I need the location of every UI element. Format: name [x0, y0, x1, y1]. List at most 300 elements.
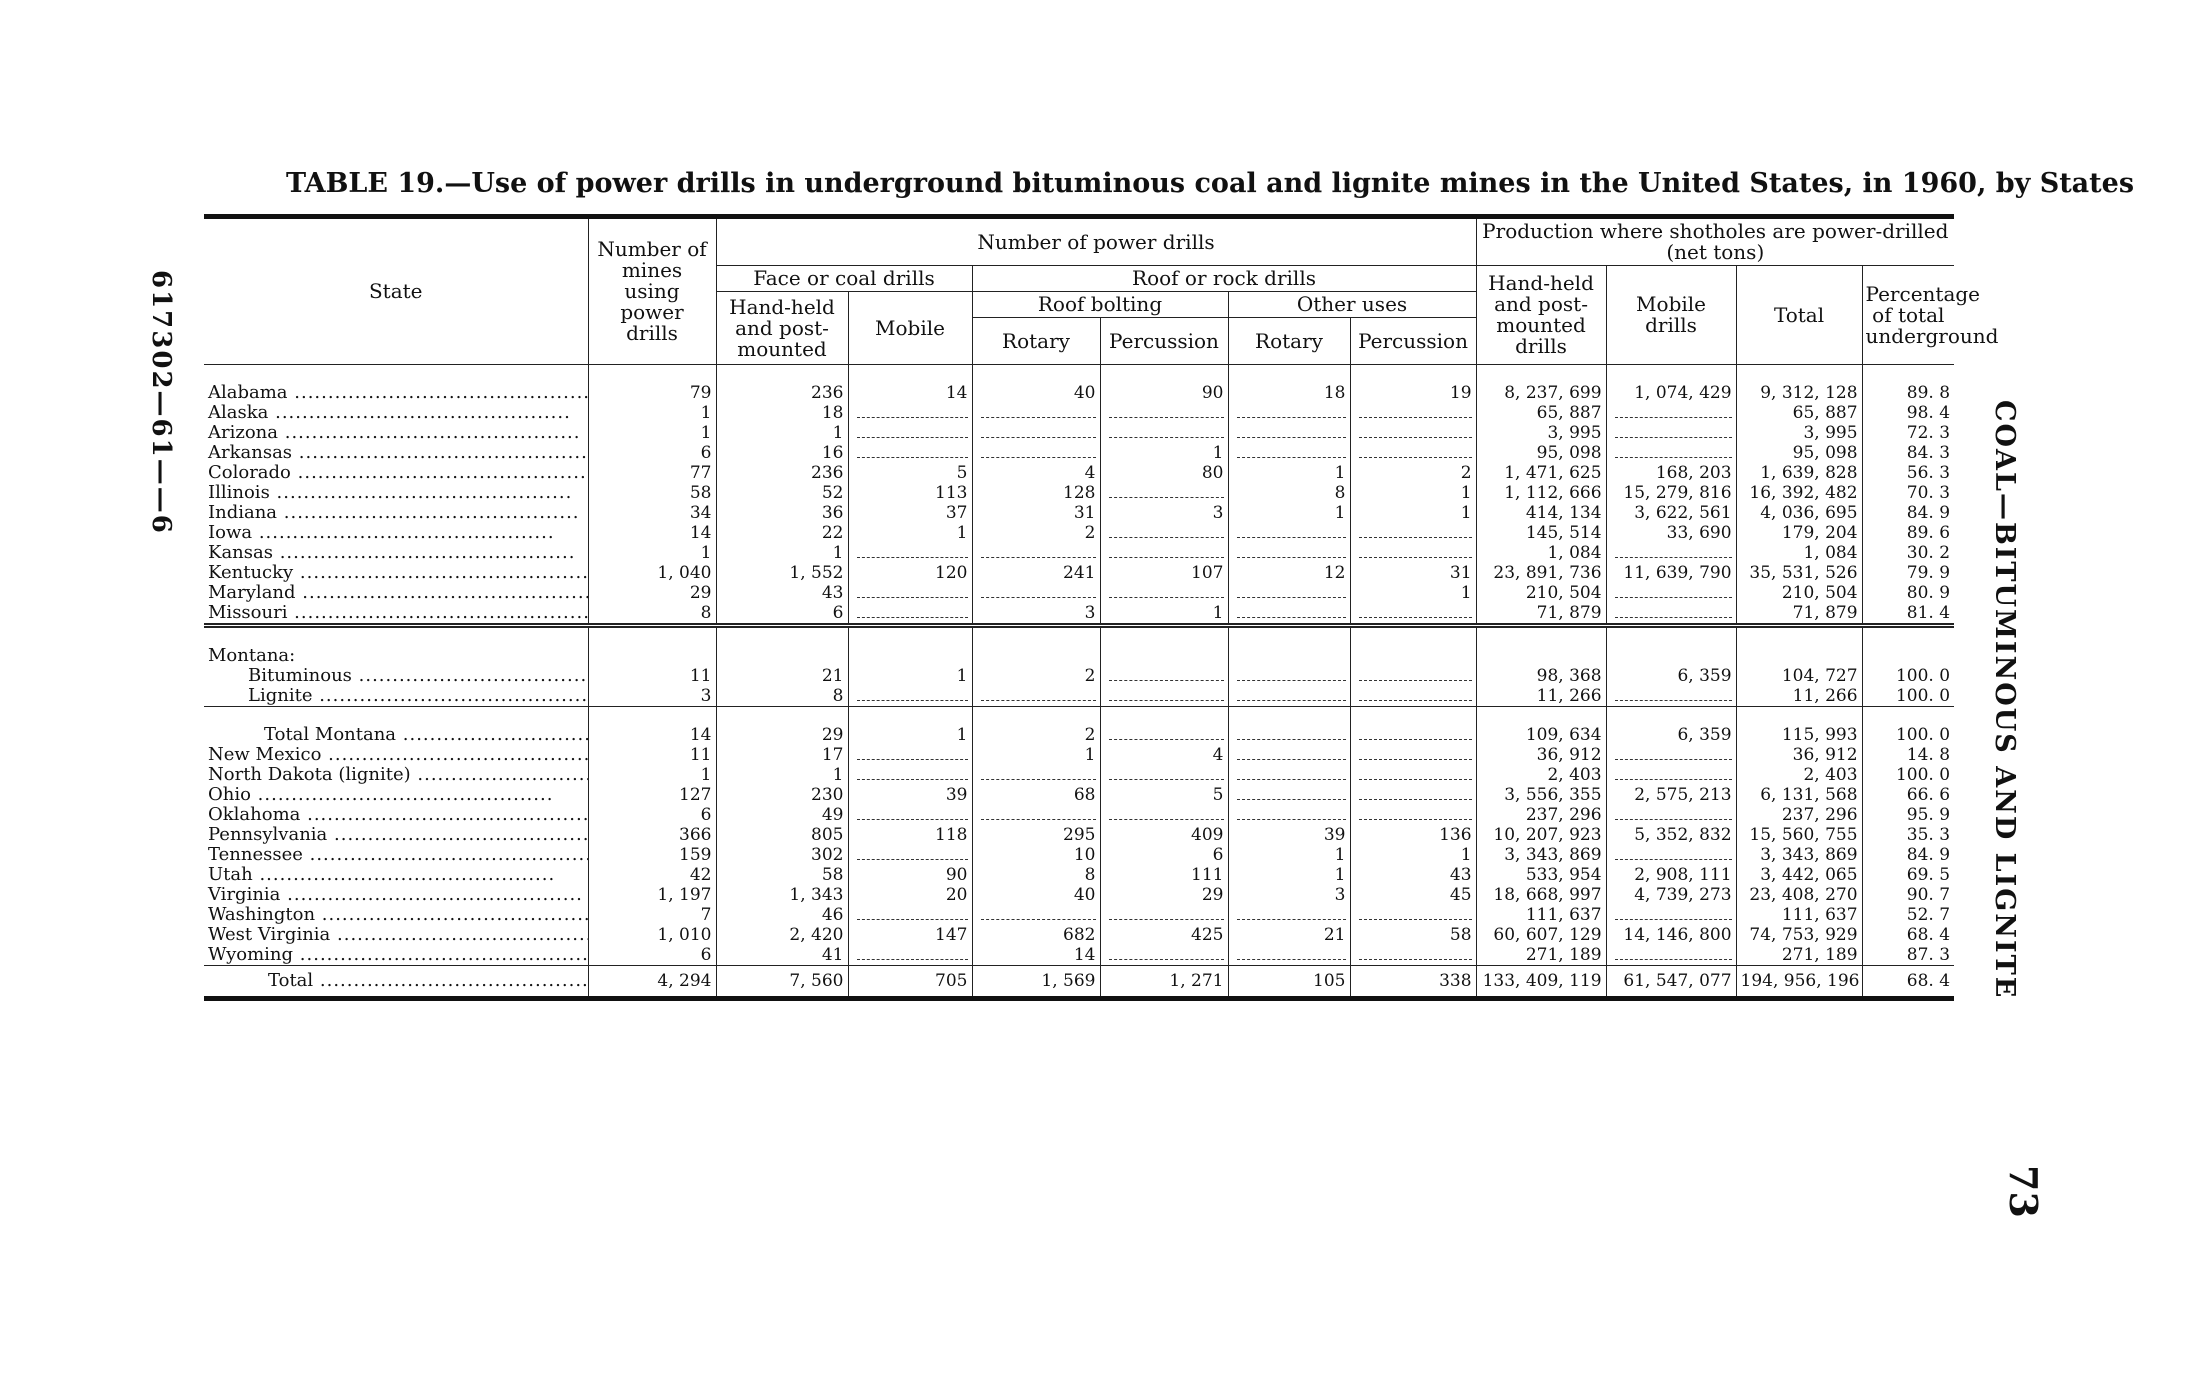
table-cell: 23, 408, 270 — [1736, 885, 1862, 905]
table-cell: 8 — [716, 686, 848, 707]
empty-cell-leader — [981, 425, 1095, 438]
table-cell: 16, 392, 482 — [1736, 483, 1862, 503]
empty-cell-leader — [1359, 545, 1471, 558]
table-cell: 705 — [848, 966, 972, 999]
table-cell: 1, 112, 666 — [1476, 483, 1606, 503]
state-label: Indiana — [208, 503, 278, 523]
table-cell: 147 — [848, 925, 972, 945]
empty-cell-leader — [857, 767, 967, 780]
empty-cell-leader — [1615, 605, 1731, 618]
empty-cell-leader — [1237, 425, 1345, 438]
header-percentage: Percentage of total underground — [1862, 266, 1954, 365]
table-cell: 3, 622, 561 — [1606, 503, 1736, 523]
empty-cell-leader — [1359, 405, 1471, 418]
table-row — [204, 845, 1954, 865]
empty-cell-leader — [1237, 688, 1345, 701]
state-label: Arizona — [208, 423, 279, 443]
empty-cell-leader — [1237, 585, 1345, 598]
empty-cell-leader — [1237, 767, 1345, 780]
table-cell: 3 — [588, 686, 716, 707]
empty-cell-leader — [857, 747, 967, 760]
table-cell — [1228, 423, 1350, 443]
table-cell — [848, 543, 972, 563]
table-cell: 5 — [848, 463, 972, 483]
table-cell: 1 — [716, 543, 848, 563]
table-cell: 2, 403 — [1476, 765, 1606, 785]
table-cell: 42 — [588, 865, 716, 885]
table-cell: 1 — [1228, 845, 1350, 865]
state-label: Colorado — [208, 463, 291, 483]
table-cell — [1100, 686, 1228, 707]
table-cell: 41 — [716, 945, 848, 966]
empty-cell-leader — [857, 947, 967, 960]
state-name — [204, 825, 588, 845]
empty-cell-leader — [1359, 807, 1471, 820]
table-cell: 3, 442, 065 — [1736, 865, 1862, 885]
table-cell: 18 — [1228, 383, 1350, 403]
table-cell: 8, 237, 699 — [1476, 383, 1606, 403]
table-cell: 237, 296 — [1476, 805, 1606, 825]
table-cell: 14, 146, 800 — [1606, 925, 1736, 945]
empty-cell-leader — [857, 405, 967, 418]
empty-cell-leader — [1615, 847, 1731, 860]
leader-dots — [291, 463, 588, 483]
spacer-cell — [1350, 646, 1476, 666]
empty-cell-leader — [1109, 525, 1223, 538]
page-number: 73 — [2001, 1165, 2046, 1218]
empty-cell-leader — [981, 405, 1095, 418]
table-cell: 104, 727 — [1736, 666, 1862, 686]
table-cell: 6, 359 — [1606, 666, 1736, 686]
table-cell: 100. 0 — [1862, 666, 1954, 686]
spacer-cell — [972, 707, 1100, 726]
table-cell: 10, 207, 923 — [1476, 825, 1606, 845]
leader-dots — [273, 543, 575, 563]
table-cell: 107 — [1100, 563, 1228, 583]
header-mines: Number of mines using power drills — [588, 217, 716, 365]
table-cell: 35, 531, 526 — [1736, 563, 1862, 583]
table-cell — [848, 603, 972, 626]
table-row — [204, 885, 1954, 905]
table-cell — [848, 905, 972, 925]
table-cell — [1350, 686, 1476, 707]
table-cell — [1606, 543, 1736, 563]
spacer-cell — [848, 646, 972, 666]
table-row — [204, 503, 1954, 523]
leader-dots — [321, 745, 588, 765]
table-cell — [1100, 523, 1228, 543]
spacer-cell — [1350, 707, 1476, 726]
spacer-cell — [588, 626, 716, 647]
table-cell: 120 — [848, 563, 972, 583]
state-name — [204, 845, 588, 865]
table-cell — [1228, 543, 1350, 563]
table-cell — [1100, 805, 1228, 825]
table-cell — [1350, 725, 1476, 745]
table-cell: 1 — [588, 765, 716, 785]
empty-cell-leader — [857, 425, 967, 438]
table-cell: 87. 3 — [1862, 945, 1954, 966]
spacer-cell — [1476, 707, 1606, 726]
state-label: Ohio — [208, 785, 251, 805]
header-other-rotary: Rotary — [1228, 318, 1350, 365]
table-cell: 11, 266 — [1476, 686, 1606, 707]
table-cell: 29 — [716, 725, 848, 745]
table-cell: 2, 420 — [716, 925, 848, 945]
table-cell: 37 — [848, 503, 972, 523]
state-label: West Virginia — [208, 925, 331, 945]
table-cell: 5, 352, 832 — [1606, 825, 1736, 845]
table-cell — [1228, 805, 1350, 825]
table-cell: 302 — [716, 845, 848, 865]
table-cell — [1606, 423, 1736, 443]
table-cell — [1350, 523, 1476, 543]
table-cell — [848, 443, 972, 463]
table-cell — [1100, 666, 1228, 686]
table-cell: 1 — [1350, 483, 1476, 503]
empty-cell-leader — [1237, 525, 1345, 538]
empty-cell-leader — [1359, 425, 1471, 438]
table-cell: 11, 266 — [1736, 686, 1862, 707]
table-cell: 58 — [588, 483, 716, 503]
table-cell — [1350, 785, 1476, 805]
table-cell: 71, 879 — [1736, 603, 1862, 626]
table-cell — [1228, 785, 1350, 805]
spacer-cell — [1862, 365, 1954, 384]
table-cell: 1 — [1350, 503, 1476, 523]
spacer-cell — [972, 626, 1100, 647]
table-cell: 66. 6 — [1862, 785, 1954, 805]
table-cell: 1 — [1350, 583, 1476, 603]
table-row — [204, 543, 1954, 563]
empty-cell-leader — [1237, 807, 1345, 820]
total-montana-row — [204, 725, 1954, 745]
table-cell: 74, 753, 929 — [1736, 925, 1862, 945]
table-cell: 111 — [1100, 865, 1228, 885]
table-cell: 72. 3 — [1862, 423, 1954, 443]
table-row — [204, 905, 1954, 925]
table-cell: 8 — [588, 603, 716, 626]
table-cell: 366 — [588, 825, 716, 845]
spacer-cell — [1228, 626, 1350, 647]
empty-cell-leader — [1359, 688, 1471, 701]
table-cell — [1606, 745, 1736, 765]
header-prod-handheld: Hand-held and post-mounted drills — [1476, 266, 1606, 365]
empty-cell-leader — [1359, 668, 1471, 681]
header-state: State — [204, 217, 588, 365]
table-cell: 21 — [716, 666, 848, 686]
table-cell: 80 — [1100, 463, 1228, 483]
empty-cell-leader — [981, 767, 1095, 780]
spacer-cell — [716, 626, 848, 647]
table-cell — [1100, 583, 1228, 603]
leader-dots — [411, 765, 588, 785]
header-face-mobile: Mobile — [848, 292, 972, 365]
table-cell — [848, 845, 972, 865]
state-name — [204, 443, 588, 463]
table-cell: 805 — [716, 825, 848, 845]
header-bolting-rotary: Rotary — [972, 318, 1100, 365]
empty-cell-leader — [1359, 907, 1471, 920]
table-cell: 2 — [972, 666, 1100, 686]
table-cell — [1228, 583, 1350, 603]
empty-cell-leader — [857, 445, 967, 458]
table-cell: 2 — [972, 523, 1100, 543]
table-cell: 18 — [716, 403, 848, 423]
running-head: COAL—BITUMINOUS AND LIGNITE — [1989, 400, 2020, 1000]
table-cell: 9, 312, 128 — [1736, 383, 1862, 403]
spacer-cell — [1736, 646, 1862, 666]
empty-cell-leader — [1109, 545, 1223, 558]
table-cell: 40 — [972, 885, 1100, 905]
table-cell: 6 — [588, 443, 716, 463]
table-cell: 65, 887 — [1736, 403, 1862, 423]
table-cell: 65, 887 — [1476, 403, 1606, 423]
table-cell — [1606, 403, 1736, 423]
table-row — [204, 583, 1954, 603]
table-cell: 90 — [1100, 383, 1228, 403]
empty-cell-leader — [1359, 747, 1471, 760]
empty-cell-leader — [1237, 947, 1345, 960]
header-face-handheld: Hand-held and post-mounted — [716, 292, 848, 365]
table-cell: 31 — [1350, 563, 1476, 583]
table-cell: 98, 368 — [1476, 666, 1606, 686]
table-cell — [1228, 945, 1350, 966]
table-cell: 89. 6 — [1862, 523, 1954, 543]
table-cell: 271, 189 — [1476, 945, 1606, 966]
table-cell: 1, 084 — [1476, 543, 1606, 563]
empty-cell-leader — [1359, 787, 1471, 800]
table-cell: 2, 403 — [1736, 765, 1862, 785]
leader-dots — [270, 483, 572, 503]
table-cell — [1350, 423, 1476, 443]
table-cell: 1 — [716, 765, 848, 785]
table-cell — [1350, 666, 1476, 686]
montana-label-row — [204, 646, 1954, 666]
table-cell: 22 — [716, 523, 848, 543]
table-cell: 100. 0 — [1862, 765, 1954, 785]
table-cell — [1350, 603, 1476, 626]
state-name — [204, 745, 588, 765]
leader-dots — [287, 603, 588, 623]
table-cell: 128 — [972, 483, 1100, 503]
table-cell — [972, 423, 1100, 443]
empty-cell-leader — [1237, 727, 1345, 740]
table-cell: 194, 956, 196 — [1736, 966, 1862, 999]
table-cell — [1350, 905, 1476, 925]
table-cell: 1 — [588, 543, 716, 563]
table-cell — [1228, 443, 1350, 463]
empty-cell-leader — [1237, 405, 1345, 418]
leader-dots — [303, 845, 588, 865]
leader-dots — [278, 423, 580, 443]
table-cell: 4 — [1100, 745, 1228, 765]
table-cell: 84. 3 — [1862, 443, 1954, 463]
table-cell: 70. 3 — [1862, 483, 1954, 503]
table-cell: 40 — [972, 383, 1100, 403]
empty-cell-leader — [1615, 405, 1731, 418]
empty-cell-leader — [1237, 605, 1345, 618]
table-cell: 271, 189 — [1736, 945, 1862, 966]
empty-cell-leader — [1109, 947, 1223, 960]
empty-cell-leader — [1109, 485, 1223, 498]
leader-dots — [292, 443, 588, 463]
table-cell: 68. 4 — [1862, 966, 1954, 999]
table-cell: 90. 7 — [1862, 885, 1954, 905]
table-cell: 4, 294 — [588, 966, 716, 999]
state-label: North Dakota (lignite) — [208, 765, 411, 785]
table-cell: 14 — [848, 383, 972, 403]
state-label: Bituminous — [248, 666, 352, 686]
table-row — [204, 686, 1954, 707]
table-cell — [848, 945, 972, 966]
table-cell — [848, 686, 972, 707]
table-cell: 36, 912 — [1476, 745, 1606, 765]
table-cell: 1, 074, 429 — [1606, 383, 1736, 403]
empty-cell-leader — [1237, 545, 1345, 558]
double-rule-row — [204, 626, 1954, 647]
table-cell: 295 — [972, 825, 1100, 845]
table-row — [204, 945, 1954, 966]
table-cell: 241 — [972, 563, 1100, 583]
table-cell — [1606, 443, 1736, 463]
header-other-uses: Other uses — [1228, 292, 1476, 318]
state-name — [204, 925, 588, 945]
header-production: Production where shotholes are power-drilled (net tons) — [1476, 217, 1954, 266]
table-cell: 5 — [1100, 785, 1228, 805]
table-cell: 15, 279, 816 — [1606, 483, 1736, 503]
empty-cell-leader — [857, 688, 967, 701]
table-cell — [1606, 805, 1736, 825]
table-cell: 1, 197 — [588, 885, 716, 905]
spacer-cell — [972, 365, 1100, 384]
table-cell: 236 — [716, 383, 848, 403]
table-cell — [1100, 945, 1228, 966]
table-cell: 6 — [1100, 845, 1228, 865]
empty-cell-leader — [1109, 425, 1223, 438]
empty-cell-leader — [1359, 947, 1471, 960]
table-cell: 145, 514 — [1476, 523, 1606, 543]
table-cell: 230 — [716, 785, 848, 805]
empty-cell-leader — [1109, 727, 1223, 740]
leader-dots — [293, 945, 588, 965]
spacer-cell — [972, 646, 1100, 666]
table-cell — [972, 905, 1100, 925]
table-cell: 35. 3 — [1862, 825, 1954, 845]
state-label: Arkansas — [208, 443, 293, 463]
state-name — [204, 966, 588, 999]
table-cell: 113 — [848, 483, 972, 503]
empty-cell-leader — [1237, 445, 1345, 458]
table-row — [204, 463, 1954, 483]
state-label: Virginia — [208, 885, 281, 905]
table-cell — [848, 805, 972, 825]
spacer-cell — [1736, 365, 1862, 384]
table-cell: 100. 0 — [1862, 686, 1954, 707]
table-row — [204, 745, 1954, 765]
empty-cell-leader — [1109, 907, 1223, 920]
table-cell — [1228, 745, 1350, 765]
spacer-cell — [1100, 365, 1228, 384]
empty-cell-leader — [1359, 445, 1471, 458]
spacer-row — [204, 365, 1954, 384]
state-name — [204, 423, 588, 443]
table-cell — [1100, 725, 1228, 745]
table-cell: 1, 471, 625 — [1476, 463, 1606, 483]
empty-cell-leader — [1359, 525, 1471, 538]
table-cell: 6 — [588, 805, 716, 825]
spacer-cell — [1350, 626, 1476, 647]
empty-cell-leader — [1237, 747, 1345, 760]
table-cell — [1228, 403, 1350, 423]
table-cell: 14. 8 — [1862, 745, 1954, 765]
leader-dots — [296, 583, 588, 603]
table-cell: 45 — [1350, 885, 1476, 905]
table-cell: 2, 575, 213 — [1606, 785, 1736, 805]
empty-cell-leader — [1109, 585, 1223, 598]
table-cell: 2, 908, 111 — [1606, 865, 1736, 885]
table-cell: 8 — [1228, 483, 1350, 503]
spacer-cell — [204, 365, 588, 384]
table-cell: 115, 993 — [1736, 725, 1862, 745]
leader-dots — [293, 563, 588, 583]
spacer-cell — [716, 365, 848, 384]
table-cell: 159 — [588, 845, 716, 865]
table-cell: 1 — [588, 423, 716, 443]
table-row — [204, 925, 1954, 945]
grand-total-row — [204, 966, 1954, 999]
state-label: Tennessee — [208, 845, 303, 865]
table-cell: 31 — [972, 503, 1100, 523]
empty-cell-leader — [1109, 668, 1223, 681]
table-cell: 17 — [716, 745, 848, 765]
table-cell: 1 — [1100, 603, 1228, 626]
table-row — [204, 765, 1954, 785]
power-drills-table — [204, 214, 1999, 1001]
table-cell: 68. 4 — [1862, 925, 1954, 945]
state-label: Utah — [208, 865, 253, 885]
table-cell: 1, 569 — [972, 966, 1100, 999]
table-cell: 20 — [848, 885, 972, 905]
table-row — [204, 666, 1954, 686]
table-cell: 6 — [716, 603, 848, 626]
table-cell — [1228, 686, 1350, 707]
table-cell — [1228, 725, 1350, 745]
table-cell: 3, 995 — [1476, 423, 1606, 443]
table-cell: 1 — [972, 745, 1100, 765]
table-cell — [972, 805, 1100, 825]
table-cell — [1228, 765, 1350, 785]
table-cell: 2 — [972, 725, 1100, 745]
table-cell — [1100, 483, 1228, 503]
table-cell — [972, 403, 1100, 423]
spacer-cell — [1100, 707, 1228, 726]
state-label: Total Montana — [264, 725, 397, 745]
state-label: Lignite — [248, 686, 313, 706]
state-label: Illinois — [208, 483, 270, 503]
table-row — [204, 825, 1954, 845]
state-name — [204, 523, 588, 543]
table-cell: 89. 8 — [1862, 383, 1954, 403]
table-cell — [1350, 543, 1476, 563]
table-cell: 236 — [716, 463, 848, 483]
table-cell: 1, 343 — [716, 885, 848, 905]
table-cell: 3 — [1228, 885, 1350, 905]
table-cell — [1606, 603, 1736, 626]
state-name — [204, 865, 588, 885]
table-cell: 1, 010 — [588, 925, 716, 945]
empty-cell-leader — [1615, 425, 1731, 438]
